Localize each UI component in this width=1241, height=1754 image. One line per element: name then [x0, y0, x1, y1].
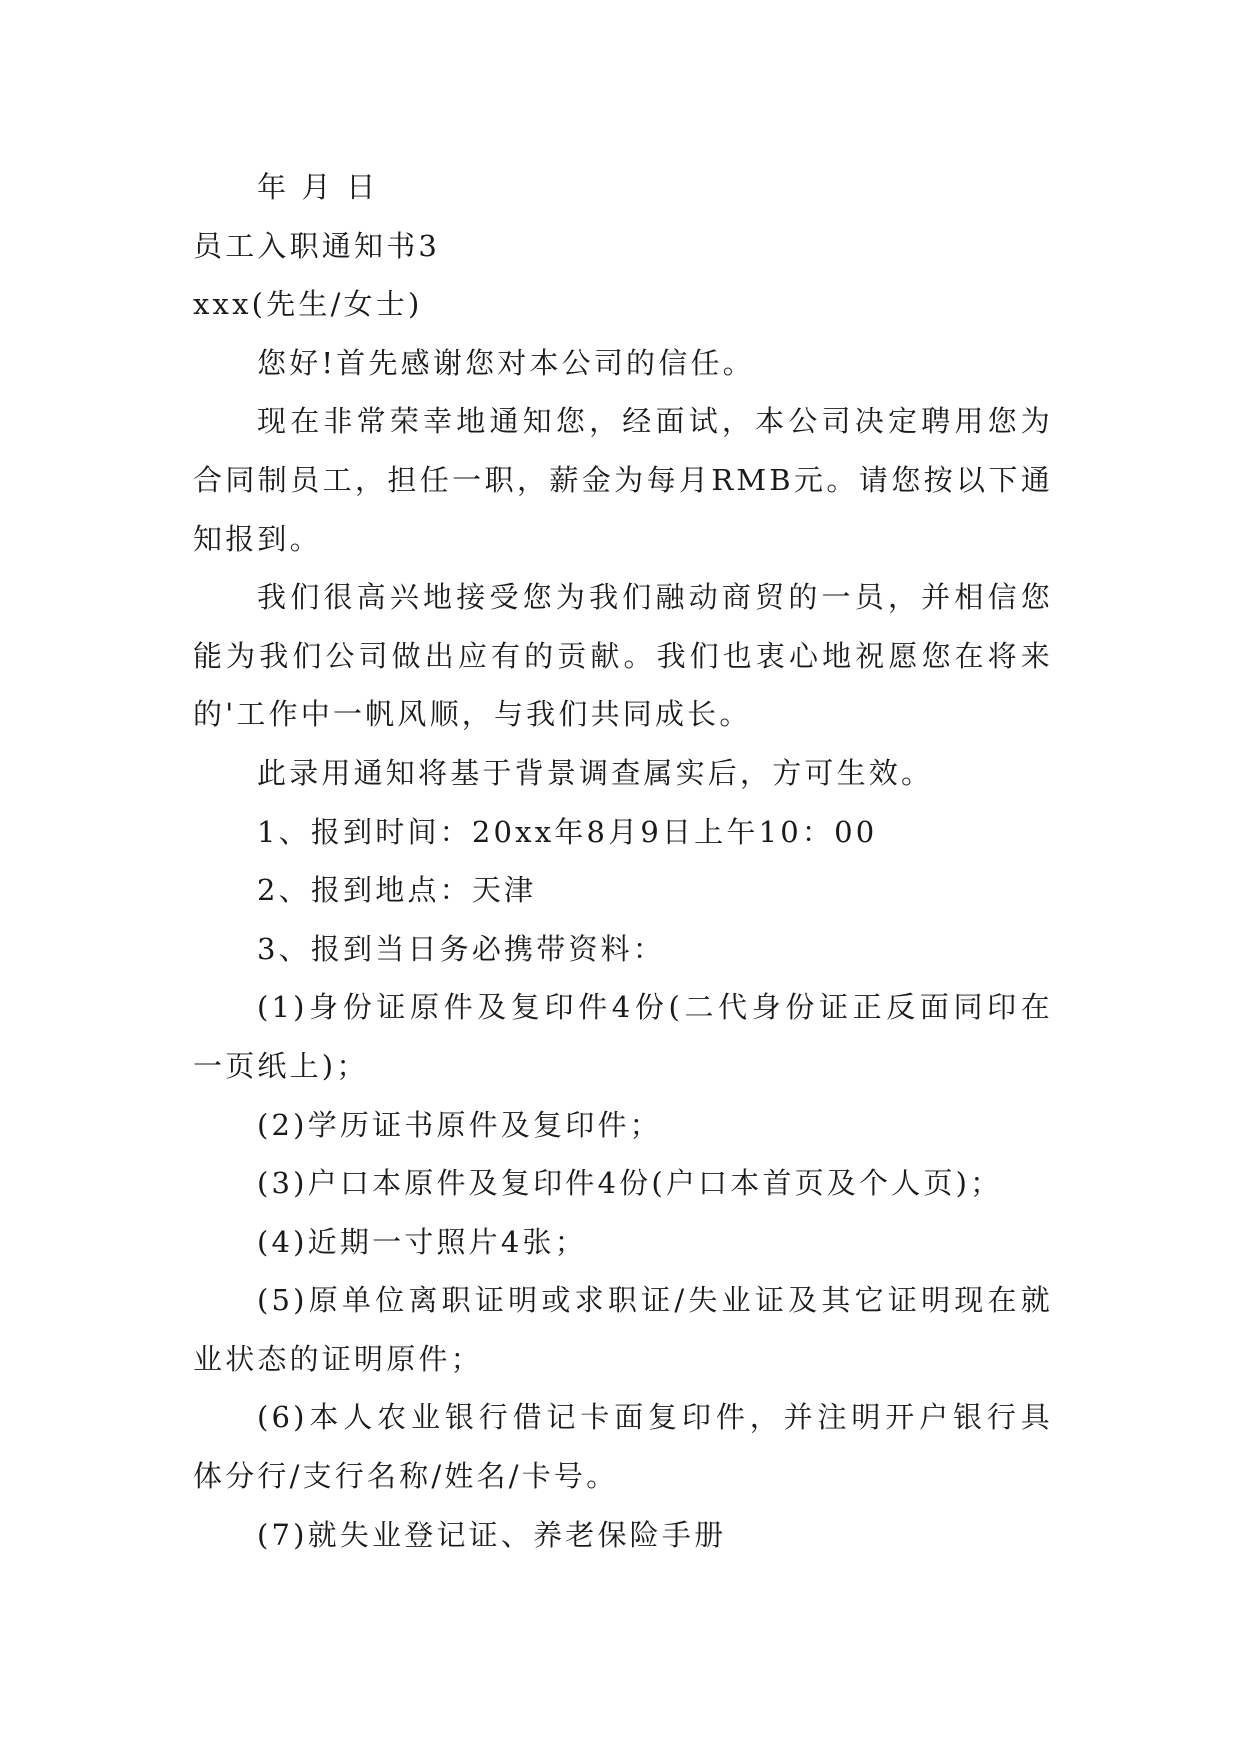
list-item: (1)身份证原件及复印件4份(二代身份证正反面同印在 [257, 990, 1053, 1025]
notice-title: 员工入职通知书3 [193, 228, 441, 263]
list-item: (6)本人农业银行借记卡面复印件，并注明开户银行具 [257, 1400, 1053, 1435]
list-item: (2)学历证书原件及复印件； [257, 1107, 662, 1142]
paragraph-line: 合同制员工，担任一职，薪金为每月RMB元。请您按以下通 [193, 462, 1053, 497]
paragraph-line: 的'工作中一帆风顺，与我们共同成长。 [193, 697, 752, 732]
paragraph-line: 我们很高兴地接受您为我们融动商贸的一员，并相信您 [257, 580, 1053, 615]
list-item: 2、报到地点：天津 [257, 873, 537, 908]
list-item-continuation: 体分行/支行名称/姓名/卡号。 [193, 1459, 619, 1494]
list-item: (7)就失业登记证、养老保险手册 [257, 1517, 727, 1552]
document-body [193, 158, 1053, 1564]
list-item: 3、报到当日务必携带资料： [257, 931, 666, 966]
list-item: (3)户口本原件及复印件4份(户口本首页及个人页)； [257, 1166, 1003, 1201]
list-item: 1、报到时间：20xx年8月9日上午10：00 [257, 814, 878, 849]
list-item: (4)近期一寸照片4张； [257, 1224, 587, 1259]
list-item-continuation: 一页纸上)； [193, 1048, 369, 1083]
date-line: 年 月 日 [257, 170, 379, 204]
paragraph-line: 此录用通知将基于背景调查属实后，方可生效。 [257, 755, 934, 790]
paragraph-line: 现在非常荣幸地通知您，经面试，本公司决定聘用您为 [257, 404, 1053, 439]
recipient-line: xxx(先生/女士) [193, 287, 423, 322]
list-item-continuation: 业状态的证明原件； [193, 1341, 483, 1376]
greeting-line: 您好!首先感谢您对本公司的信任。 [257, 345, 755, 380]
paragraph-line: 知报到。 [193, 521, 322, 556]
paragraph-line: 能为我们公司做出应有的贡献。我们也衷心地祝愿您在将来 [193, 638, 1053, 673]
list-item: (5)原单位离职证明或求职证/失业证及其它证明现在就 [257, 1283, 1053, 1318]
